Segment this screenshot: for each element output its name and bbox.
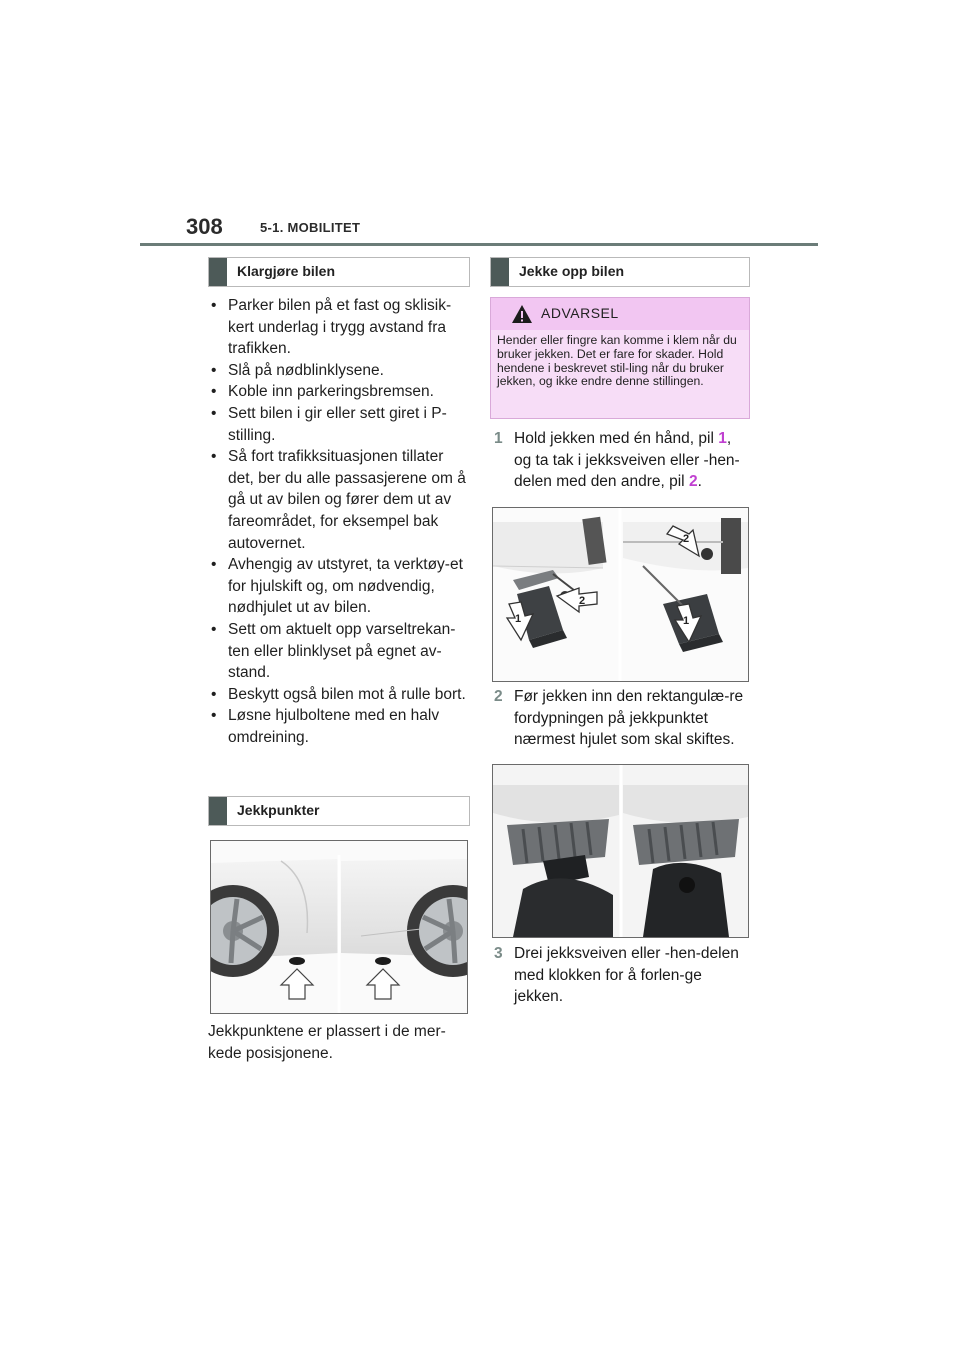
jack-insertion-illustration bbox=[492, 764, 749, 938]
chapter-title: 5-1. MOBILITET bbox=[260, 220, 361, 235]
warning-text: Hender eller fingre kan komme i klem når du bruker jekken. Det er fare for skader. Hold hendene i beskrevet stil-ling når du bruker jekken, og ikke endre denne stillingen. bbox=[497, 333, 737, 389]
list-item: • Løsne hjulboltene med en halv omdreining. bbox=[208, 705, 470, 748]
step-2 bbox=[494, 686, 750, 751]
warning-box bbox=[490, 297, 750, 419]
arrow-ref-1: 1 bbox=[718, 430, 727, 447]
list-item: • Parker bilen på et fast og sklisik-kert underlag i trygg avstand fra trafikken. bbox=[208, 295, 470, 360]
step-text: Drei jekksveiven eller -hen-delen med klokken for å forlen-ge jekken. bbox=[514, 945, 739, 1006]
list-item: • Beskytt også bilen mot å rulle bort. bbox=[208, 684, 470, 706]
step-1 bbox=[494, 428, 750, 493]
heading-marker bbox=[209, 797, 227, 825]
jack-points-caption: Jekkpunktene er plassert i de mer-kede posisjonene. bbox=[208, 1023, 446, 1062]
section-heading-jack-points bbox=[208, 796, 470, 826]
section-heading-text: Jekkpunkter bbox=[237, 802, 320, 818]
section-heading-lift bbox=[490, 257, 750, 287]
arrow-label: 2 bbox=[683, 533, 690, 545]
page-number: 308 bbox=[186, 214, 223, 239]
heading-marker bbox=[209, 258, 227, 286]
heading-marker bbox=[491, 258, 509, 286]
section-heading-text: Klargjøre bilen bbox=[237, 263, 336, 279]
warning-header bbox=[491, 298, 749, 330]
step-3 bbox=[494, 943, 750, 1008]
step-text: . bbox=[697, 473, 702, 491]
header-rule bbox=[140, 243, 818, 246]
jack-points-illustration bbox=[210, 840, 468, 1014]
list-item: • Så fort trafikksituasjonen tillater det, ber du alle passasjerene om å gå ut av bilen og fører dem ut av fareområdet, for eksempel bak autovernet. bbox=[208, 446, 470, 554]
step-number: 3 bbox=[494, 945, 503, 962]
step-text: , og ta tak i jekksveiven eller -hen-delen med den andre, pil bbox=[514, 430, 740, 491]
arrow-label: 2 bbox=[579, 595, 586, 607]
arrow-label: 1 bbox=[683, 615, 690, 627]
section-heading-text: Jekke opp bilen bbox=[519, 263, 625, 279]
step-number: 2 bbox=[494, 688, 503, 705]
prepare-bullet-list bbox=[208, 295, 470, 748]
list-item: • Sett bilen i gir eller sett giret i P-stilling. bbox=[208, 403, 470, 446]
step-text: Hold jekken med én hånd, pil bbox=[514, 430, 719, 447]
list-item: • Avhengig av utstyret, ta verktøy-et for hjulskift og, om nødvendig, nødhjulet ut av bilen. bbox=[208, 554, 470, 619]
step-text: Før jekken inn den rektangulæ-re fordypningen på jekkpunktet nærmest hjulet som skal skiftes. bbox=[514, 688, 744, 749]
step-number: 1 bbox=[494, 430, 503, 447]
warning-triangle-icon bbox=[511, 304, 533, 324]
list-item: • Sett om aktuelt opp varseltrekan-ten eller blinklyset på egnet av-stand. bbox=[208, 619, 470, 684]
warning-title: ADVARSEL bbox=[541, 305, 619, 321]
arrow-label: 1 bbox=[515, 613, 522, 625]
arrow-ref-2: 2 bbox=[688, 473, 698, 491]
list-item: • Slå på nødblinklysene. bbox=[208, 360, 470, 382]
jack-handling-illustration bbox=[492, 507, 749, 682]
list-item: • Koble inn parkeringsbremsen. bbox=[208, 381, 470, 403]
section-heading-prepare bbox=[208, 257, 470, 287]
